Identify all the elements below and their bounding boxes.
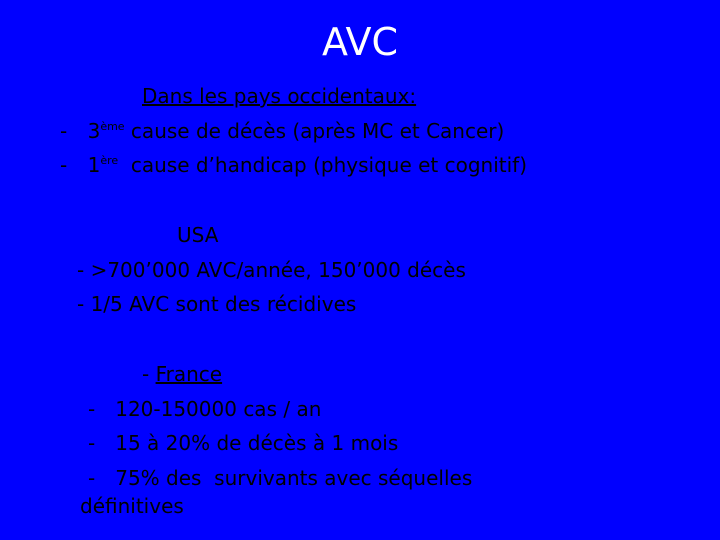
list-item — [88, 430, 398, 456]
list-dash: - — [60, 153, 68, 177]
list-dash: - — [60, 119, 68, 143]
list-dash: - — [88, 431, 96, 455]
section-heading-occidentaux: Dans les pays occidentaux: — [142, 84, 417, 108]
rank-suffix: ème — [100, 120, 125, 133]
rank-number: 3 — [87, 119, 101, 143]
list-item — [60, 118, 504, 144]
rank-suffix: ère — [100, 154, 119, 167]
list-item — [88, 465, 472, 491]
heading-dash: - — [142, 362, 156, 386]
list-item: - >700’000 AVC/année, 150’000 décès — [77, 258, 466, 282]
list-item-continuation: définitives — [80, 494, 184, 518]
list-item-text: cause de décès (après MC et Cancer) — [124, 119, 505, 143]
list-item — [60, 152, 527, 178]
section-heading-france — [142, 361, 222, 387]
list-item-text: 15 à 20% de décès à 1 mois — [115, 431, 399, 455]
list-item-text: cause d’handicap (physique et cognitif) — [118, 153, 528, 177]
list-item-text: 120-150000 cas / an — [115, 397, 322, 421]
list-item-text: 75% des survivants avec séquelles — [115, 466, 473, 490]
heading-label: France — [155, 362, 223, 386]
list-item — [88, 396, 321, 422]
rank-number: 1 — [87, 153, 101, 177]
list-dash: - — [88, 397, 96, 421]
list-item: - 1/5 AVC sont des récidives — [77, 292, 357, 316]
slide-title: AVC — [321, 20, 399, 64]
list-dash: - — [88, 466, 96, 490]
section-heading-usa: USA — [177, 223, 219, 247]
